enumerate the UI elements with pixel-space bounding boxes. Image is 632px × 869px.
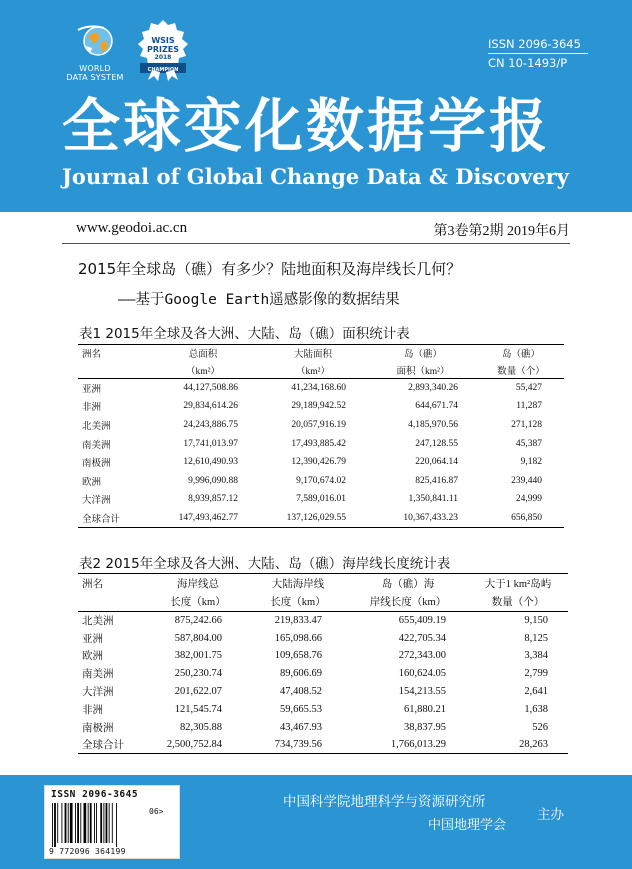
row-label: 大洋洲 [82,687,114,699]
table-cell: 109,658.76 [274,650,322,662]
barcode-box [44,785,180,859]
table-cell: 382,001.75 [174,650,222,662]
table-cell: 8,125 [524,632,548,644]
area-statistics-table [78,344,564,528]
barcode-number: 9 772096 364199 [49,847,126,856]
row-label: 北美洲 [82,421,111,432]
table-cell: 45,387 [515,438,542,449]
barcode-addon: 06> [149,807,164,816]
table-cell: 137,126,029.55 [258,509,368,528]
table-cell: 59,665.53 [280,703,322,715]
table-cell: 4,185,970.56 [408,419,458,430]
table2-col-header: 大陆海岸线 [248,574,348,593]
table2-col-unit: 长度（km） [248,593,348,612]
table-cell: 12,610,490.93 [183,457,238,468]
table-cell: 1,638 [524,703,548,715]
table-row [78,736,568,754]
barcode-issn: ISSN 2096-3645 [51,789,139,800]
wsis-badge-line4: CHAMPION [147,67,179,73]
issn-number: ISSN 2096-3645 [488,37,581,51]
table-row [78,700,568,718]
table-row [78,471,564,490]
table2-caption: 表2 2015年全球及各大洲、大陆、岛（礁）海岸线长度统计表 [79,556,451,572]
header-divider [62,243,570,244]
table-cell: 29,189,942.52 [291,401,346,412]
issue-info: 第3卷第2期 2019年6月 [433,224,570,239]
table2-col-unit: 长度（km） [148,593,248,612]
table-cell: 825,416.87 [415,475,458,486]
table-cell: 9,150 [524,615,548,627]
cn-number: CN 10-1493/P [488,56,568,70]
table-cell: 2,500,752.84 [148,736,248,754]
table-row [78,397,564,416]
table-cell: 644,671.74 [415,401,458,412]
journal-title-english: Journal of Global Change Data & Discovery [62,164,569,189]
row-label: 南美洲 [82,440,111,451]
row-label: 全球合计 [78,509,148,528]
row-label: 欧洲 [82,651,103,663]
table-row [78,718,568,736]
table1-caption: 表1 2015年全球及各大洲、大陆、岛（礁）面积统计表 [79,326,410,342]
issn-divider [488,53,588,54]
table-cell: 201,622.07 [174,686,222,698]
row-label: 亚洲 [82,633,103,645]
table1-col-header: 大陆面积 [258,345,368,362]
table-cell: 655,409.19 [398,615,446,627]
content-panel [0,212,632,775]
table-cell: 28,263 [468,736,568,754]
table-cell: 2,641 [524,686,548,698]
world-data-system-logo [62,22,128,84]
ean13-barcode-icon [51,803,147,847]
wsis-badge-line1: WSIS [151,36,175,45]
table-row [78,647,568,665]
table1-col-unit: 面积（km²） [368,362,478,379]
table-row [78,490,564,509]
table1-col-unit [78,362,148,379]
table1-col-header: 岛（礁） [368,345,478,362]
table-cell: 2,799 [524,668,548,680]
article-subtitle: ——基于Google Earth遥感影像的数据结果 [118,292,400,308]
table-row [78,453,564,472]
table-cell: 271,128 [511,419,542,430]
table2-col-unit: 数量（个） [468,593,568,612]
table-row [78,683,568,701]
table-cell: 55,427 [515,383,542,394]
table-cell: 247,128.55 [415,438,458,449]
table-cell: 147,493,462.77 [148,509,258,528]
table-cell: 587,804.00 [174,632,222,644]
table2-col-unit [78,593,148,612]
row-label: 非洲 [82,704,103,716]
table-cell: 250,230.74 [174,668,222,680]
table-row [78,416,564,435]
organizer-name: 中国地理学会 [428,818,507,833]
table1-col-header: 总面积 [148,345,258,362]
table-cell: 3,384 [524,650,548,662]
table-cell: 154,213.55 [398,686,446,698]
table-cell: 24,243,886.75 [183,419,238,430]
table-cell: 9,996,090.88 [188,475,238,486]
table2-col-unit: 岸线长度（km） [348,593,468,612]
table1-col-unit: （km²） [148,362,258,379]
table-cell: 272,343.00 [398,650,446,662]
table-cell: 1,350,841.11 [408,494,458,505]
table-cell: 82,305.88 [180,721,222,733]
table-cell: 61,880.21 [404,703,446,715]
table-row [78,629,568,647]
table-cell: 44,127,508.86 [183,383,238,394]
table-cell: 7,589,016.01 [296,494,346,505]
world-data-system-globe-icon [74,22,118,60]
table-row [78,434,564,453]
table-cell: 220,064.14 [415,457,458,468]
table-cell: 12,390,426.79 [291,457,346,468]
table2-header-row [78,574,568,593]
table-cell: 29,834,614.26 [183,401,238,412]
table-row [78,379,564,398]
table-cell: 656,850 [478,509,564,528]
table-cell: 17,741,013.97 [183,438,238,449]
row-label: 全球合计 [78,736,148,754]
website-url: www.geodoi.ac.cn [76,220,188,236]
row-label: 欧洲 [82,477,102,488]
table-cell: 38,837.95 [404,721,446,733]
table-cell: 11,287 [516,401,542,412]
table2-col-header: 洲名 [78,574,148,593]
table-cell: 219,833.47 [274,615,322,627]
table-cell: 47,408.52 [280,686,322,698]
row-label: 南极洲 [82,459,111,470]
row-label: 南美洲 [82,669,114,681]
wsis-badge-line2: PRIZES [146,45,180,54]
table1-header-row [78,362,564,379]
table2-col-header: 海岸线总 [148,574,248,593]
table-cell: 89,606.69 [280,668,322,680]
table-cell: 20,057,916.19 [291,419,346,430]
organizer-name: 中国科学院地理科学与资源研究所 [283,794,486,810]
issn-block [488,36,588,72]
row-label: 大洋洲 [82,496,111,507]
table1-col-header: 洲名 [78,345,148,362]
table-cell: 1,766,013.29 [348,736,468,754]
table-cell: 17,493,885.42 [291,438,346,449]
table-cell: 10,367,433.23 [368,509,478,528]
row-label: 南极洲 [82,722,114,734]
wsis-badge-line3: 2018 [154,54,172,61]
table-cell: 24,999 [515,494,542,505]
row-label: 亚洲 [82,385,102,396]
table1-col-unit: 数量（个） [478,362,564,379]
table2-col-header: 岛（礁）海 [348,574,468,593]
table-row [78,665,568,683]
table-cell: 160,624.05 [398,668,446,680]
table-row [78,509,564,528]
row-label: 非洲 [82,403,102,414]
table-cell: 121,545.74 [174,703,222,715]
cover-footer [0,775,632,869]
table1-col-unit: （km²） [258,362,368,379]
table1-header-row [78,345,564,362]
table-cell: 2,893,340.26 [408,383,458,394]
coastline-statistics-table [78,573,568,754]
table2-col-header: 大于1 km²岛屿 [468,574,568,593]
table1-body [78,379,564,528]
table1-col-header: 岛（礁） [478,345,564,362]
wsis-prizes-badge [134,18,192,82]
table-cell: 43,467.93 [280,721,322,733]
table-cell: 526 [532,721,548,733]
table-cell: 734,739.56 [248,736,348,754]
article-title: 2015年全球岛（礁）有多少？陆地面积及海岸线长几何？ [78,260,462,278]
table-cell: 9,170,674.02 [296,475,346,486]
table2-header-row [78,593,568,612]
journal-title-chinese: 全球变化数据学报 [62,92,551,160]
table-cell: 875,242.66 [174,615,222,627]
host-label: 主办 [537,807,564,823]
table-cell: 239,440 [511,475,542,486]
table-row [78,612,568,630]
table-cell: 9,182 [520,457,542,468]
table-cell: 41,234,168.60 [291,383,346,394]
cover-header [0,0,632,212]
row-label: 北美洲 [82,616,114,628]
table-cell: 165,098.66 [274,632,322,644]
wds-logo-line1: WORLD [79,64,111,73]
table-cell: 8,939,857.12 [188,494,238,505]
table-cell: 422,705.34 [398,632,446,644]
wds-logo-line2: DATA SYSTEM [66,73,124,82]
table2-body [78,612,568,754]
